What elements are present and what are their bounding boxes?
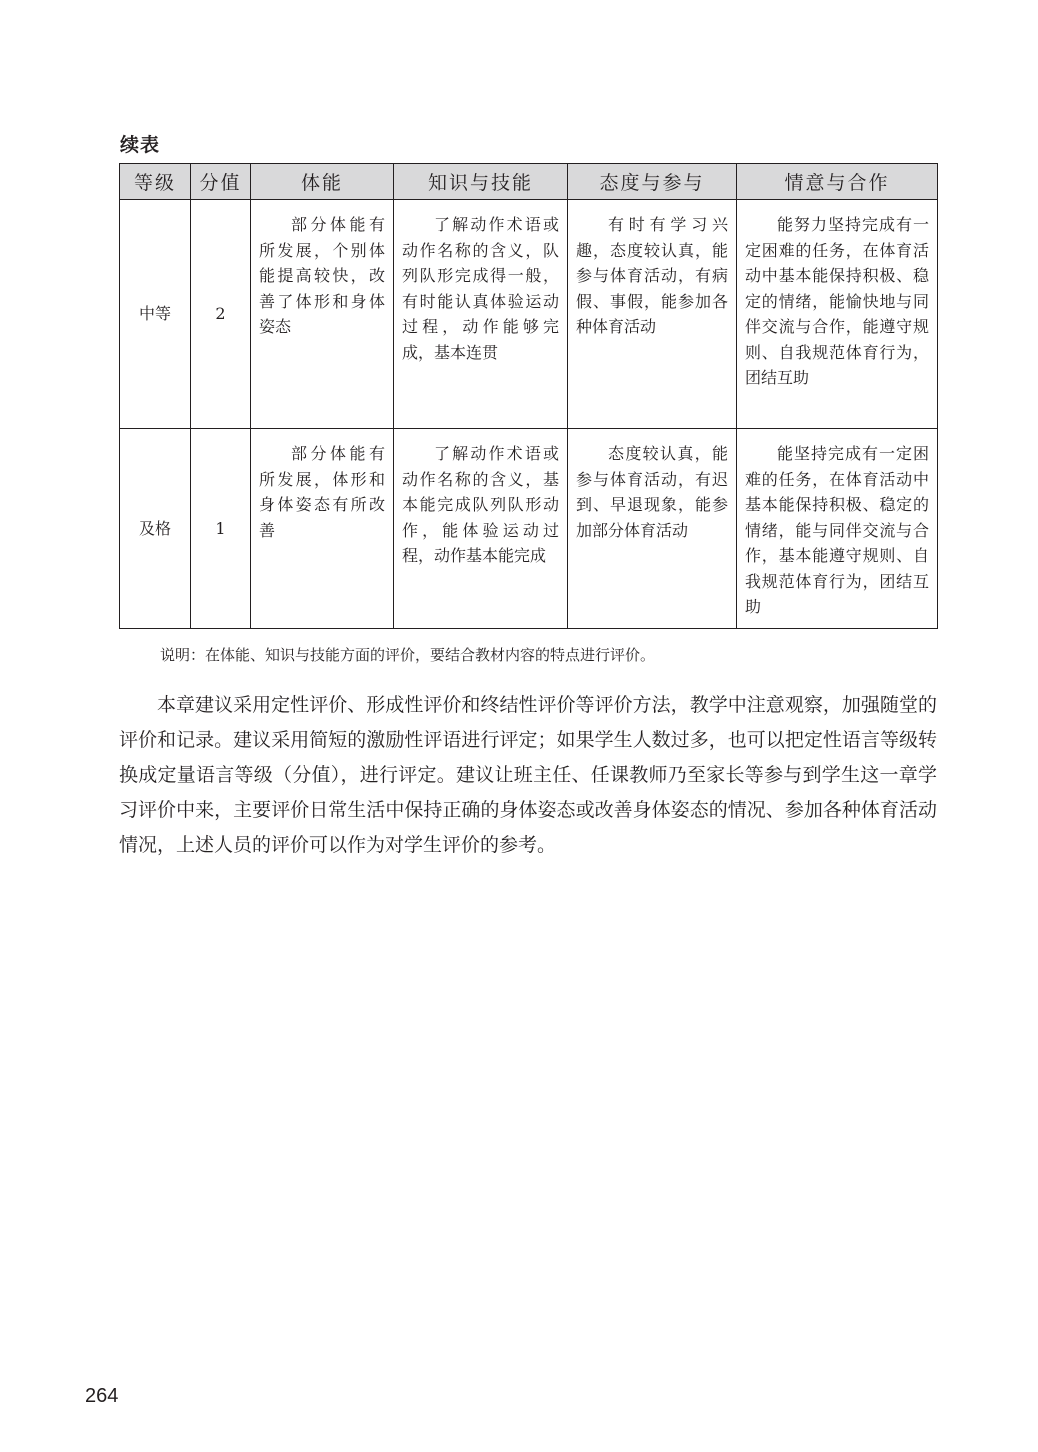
cell-text: 部分体能有所发展，体形和身体姿态有所改善 (259, 444, 385, 540)
table-row (120, 429, 938, 629)
table-note: 说明：在体能、知识与技能方面的评价，要结合教材内容的特点进行评价。 (160, 646, 656, 664)
table-row (120, 200, 938, 429)
cell-text: 有时有学习兴趣，态度较认真，能参与体育活动，有病假、事假，能参加各种体育活动 (576, 215, 728, 336)
cell-text: 了解动作术语或动作名称的含义，队列队形完成得一般，有时能认真体验运动过程，动作能够完成，基本连贯 (402, 215, 559, 362)
header-knowledge-skills: 知识与技能 (394, 164, 568, 200)
header-level: 等级 (120, 164, 191, 200)
cell-fitness (251, 200, 394, 429)
cell-text: 态度较认真，能参与体育活动，有迟到、早退现象，能参加部分体育活动 (576, 444, 728, 540)
cell-knowledge (394, 200, 568, 429)
cell-emotion (737, 200, 938, 429)
cell-fitness (251, 429, 394, 629)
page-number: 264 (85, 1385, 119, 1407)
cell-text: 能努力坚持完成有一定困难的任务，在体育活动中基本能保持积极、稳定的情绪，能愉快地与同伴交流与合作，能遵守规则、自我规范体育行为，团结互助 (745, 215, 929, 387)
body-paragraph: 本章建议采用定性评价、形成性评价和终结性评价等评价方法，教学中注意观察，加强随堂的评价和记录。建议采用简短的激励性评语进行评定；如果学生人数过多，也可以把定性语言等级转换成定量语言等级（分值），进行评定。建议让班主任、任课教师乃至家长等参与到学生这一章学习评价中来，主要评价日常生活中保持正确的身体姿态或改善身体姿态的情况、参加各种体育活动情况，上述人员的评价可以作为对学生评价的参考。 (119, 694, 937, 856)
header-emotion-cooperation: 情意与合作 (737, 164, 938, 200)
header-fitness: 体能 (251, 164, 394, 200)
cell-emotion (737, 429, 938, 629)
cell-score: 1 (191, 429, 251, 629)
header-attitude-participation: 态度与参与 (568, 164, 737, 200)
cell-text: 了解动作术语或动作名称的含义，基本能完成队列队形动作，能体验运动过程，动作基本能完成 (402, 444, 559, 565)
evaluation-table (119, 163, 938, 629)
cell-level: 及格 (120, 429, 191, 629)
table-caption: 续表 (120, 134, 161, 156)
cell-text: 部分体能有所发展，个别体能提高较快，改善了体形和身体姿态 (259, 215, 385, 336)
cell-attitude (568, 200, 737, 429)
table-header-row (120, 164, 938, 200)
cell-level: 中等 (120, 200, 191, 429)
cell-text: 能坚持完成有一定困难的任务，在体育活动中基本能保持积极、稳定的情绪，能与同伴交流与合作，基本能遵守规则、自我规范体育行为，团结互助 (745, 444, 929, 616)
cell-score: 2 (191, 200, 251, 429)
header-score: 分值 (191, 164, 251, 200)
cell-knowledge (394, 429, 568, 629)
cell-attitude (568, 429, 737, 629)
